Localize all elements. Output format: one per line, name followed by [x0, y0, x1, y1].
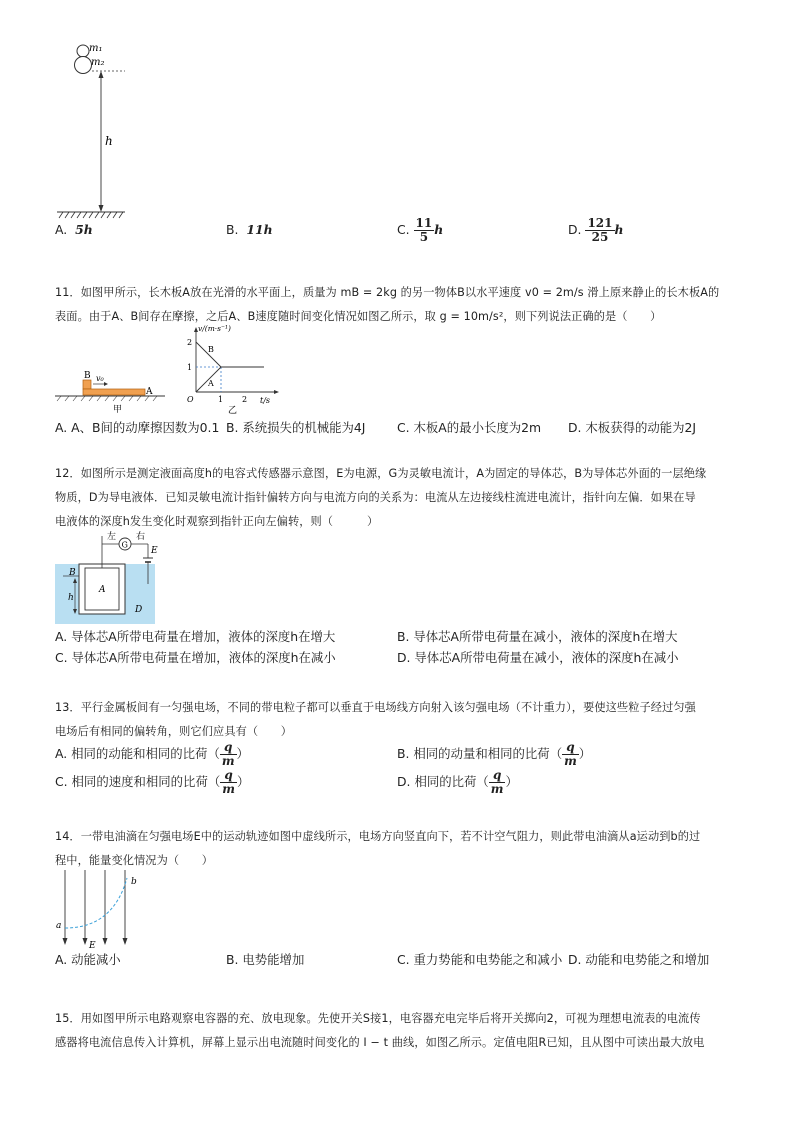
svg-text:G: G: [121, 540, 128, 550]
q10-figure: [55, 40, 130, 226]
q14-option-a[interactable]: A. 动能减小: [55, 952, 121, 967]
svg-text:t/s: t/s: [260, 396, 271, 405]
svg-text:a: a: [56, 921, 62, 931]
q14-option-b[interactable]: B. 电势能增加: [226, 952, 305, 967]
svg-text:B: B: [84, 371, 91, 381]
svg-text:A: A: [146, 387, 153, 397]
ball-m1: [77, 45, 89, 57]
svg-text:b: b: [131, 877, 137, 887]
q12-option-c[interactable]: C. 导体芯A所带电荷量在增加，液体的深度h在减小: [55, 650, 336, 665]
svg-text:2: 2: [187, 338, 193, 347]
q10-c-fraction: $\frac{11}{5}$: [415, 216, 433, 244]
q10-option-d[interactable]: D. $\frac{121}{25}$ h: [568, 216, 624, 244]
q12-option-a[interactable]: A. 导体芯A所带电荷量在增加，液体的深度h在增大: [55, 629, 336, 644]
svg-text:D: D: [135, 605, 143, 615]
plank-a: [83, 389, 145, 395]
q11-option-d[interactable]: D. 木板获得的动能为2J: [568, 420, 697, 435]
q13-option-b[interactable]: B. 相同的动量和相同的比荷（ $\frac{q}{m}$ ）: [397, 740, 592, 768]
svg-text:1: 1: [218, 395, 224, 404]
q12-stem: 12．如图所示是测定液面高度h的电容式传感器示意图，E为电源，G为灵敏电流计，A为固定的导体芯，B为导体芯外面的一层绝缘 物质，D为导电液体．已知灵敏电流计指针偏转方向与电流方向的关系为：电流从左边接线柱流进电流计，指针向左偏．如果在导 电液体的深度h发生变化时观察到指针正向左偏转，则（ ）: [55, 467, 707, 528]
q10-d-fraction: $\frac{121}{25}$: [587, 216, 613, 244]
q12-figure: [55, 528, 165, 626]
svg-text:A: A: [208, 379, 214, 388]
q11-option-a[interactable]: A. A、B间的动摩擦因数为0.1: [55, 420, 220, 435]
svg-text:乙: 乙: [228, 406, 238, 416]
ratio-fraction: $\frac{q}{m}$: [222, 768, 235, 796]
q13-stem: 13．平行金属板间有一匀强电场，不同的带电粒子都可以垂直于电场线方向射入该匀强电场（不计重力），要使这些粒子经过匀强 电场后有相同的偏转角，则它们应具有（ ）: [55, 701, 696, 738]
svg-text:B: B: [69, 568, 76, 578]
q12-option-b[interactable]: B. 导体芯A所带电荷量在减小，液体的深度h在增大: [397, 629, 678, 644]
svg-text:v₀: v₀: [96, 374, 104, 383]
q14-figure: [55, 868, 155, 950]
svg-text:左: 左: [107, 532, 117, 542]
label-m2: m₂: [91, 57, 105, 68]
svg-text:O: O: [187, 395, 194, 404]
svg-text:甲: 甲: [113, 405, 123, 414]
svg-text:B: B: [208, 345, 214, 354]
block-b: [83, 380, 91, 389]
ratio-fraction: $\frac{q}{m}$: [564, 740, 577, 768]
q11-figure-jia: [55, 370, 165, 414]
q10-option-b[interactable]: B. 11h: [226, 222, 273, 237]
ball-m2: [75, 57, 92, 74]
trajectory: [65, 878, 127, 928]
q14-stem: 14．一带电油滴在匀强电场E中的运动轨迹如图中虚线所示，电场方向竖直向下，若不计空气阻力，则此带电油滴从a运动到b的过 程中，能量变化情况为（ ）: [55, 830, 701, 867]
svg-text:1: 1: [187, 363, 193, 372]
svg-text:h: h: [68, 593, 74, 603]
label-m1: m₁: [89, 43, 103, 54]
svg-text:E: E: [89, 941, 96, 950]
q14-option-c[interactable]: C. 重力势能和电势能之和减小: [397, 952, 563, 967]
q11-figure-yi: [184, 322, 284, 418]
ratio-fraction: $\frac{q}{m}$: [490, 768, 504, 796]
svg-text:2: 2: [242, 395, 248, 404]
svg-text:v/(m·s⁻¹): v/(m·s⁻¹): [198, 324, 231, 333]
svg-text:E: E: [151, 546, 158, 556]
q14-option-d[interactable]: D. 动能和电势能之和增加: [568, 952, 710, 967]
svg-text:右: 右: [136, 532, 146, 542]
q13-option-d[interactable]: D. 相同的比荷（ $\frac{q}{m}$ ）: [397, 768, 518, 796]
q11-option-c[interactable]: C. 木板A的最小长度为2m: [397, 420, 542, 435]
q12-option-d[interactable]: D. 导体芯A所带电荷量在减小，液体的深度h在减小: [397, 650, 679, 665]
q15-stem: 15．用如图甲所示电路观察电容器的充、放电现象。先使开关S接1，电容器充电完毕后将开关掷向2，可视为理想电流表的电流传 感器将电流信息传入计算机，屏幕上显示出电流随时间变化的 I − t 曲线，如图乙所示。定值电阻R已知，且从图中可读出最大放电: [55, 1012, 705, 1049]
q10-option-a[interactable]: A. 5h: [55, 222, 93, 237]
q13-option-c[interactable]: C. 相同的速度和相同的比荷（ $\frac{q}{m}$ ）: [55, 768, 250, 796]
q11-stem: 11．如图甲所示，长木板A放在光滑的水平面上，质量为 mB = 2kg 的另一物体B以水平速度 v0 = 2m/s 滑上原来静止的长木板A的 表面。由于A、B间存在摩擦，之后A、B速度随时间变化情况如图乙所示，取 g = 10m/s²，则下列说法正确的是（ ）: [55, 286, 720, 323]
q13-option-a[interactable]: A. 相同的动能和相同的比荷（ $\frac{q}{m}$ ）: [55, 740, 249, 768]
q10-option-c[interactable]: C. $\frac{11}{5}$ h: [397, 216, 444, 244]
label-h: h: [105, 134, 113, 148]
ratio-fraction: $\frac{q}{m}$: [221, 740, 235, 768]
q11-option-b[interactable]: B. 系统损失的机械能为4J: [226, 420, 366, 435]
svg-text:A: A: [99, 585, 106, 595]
